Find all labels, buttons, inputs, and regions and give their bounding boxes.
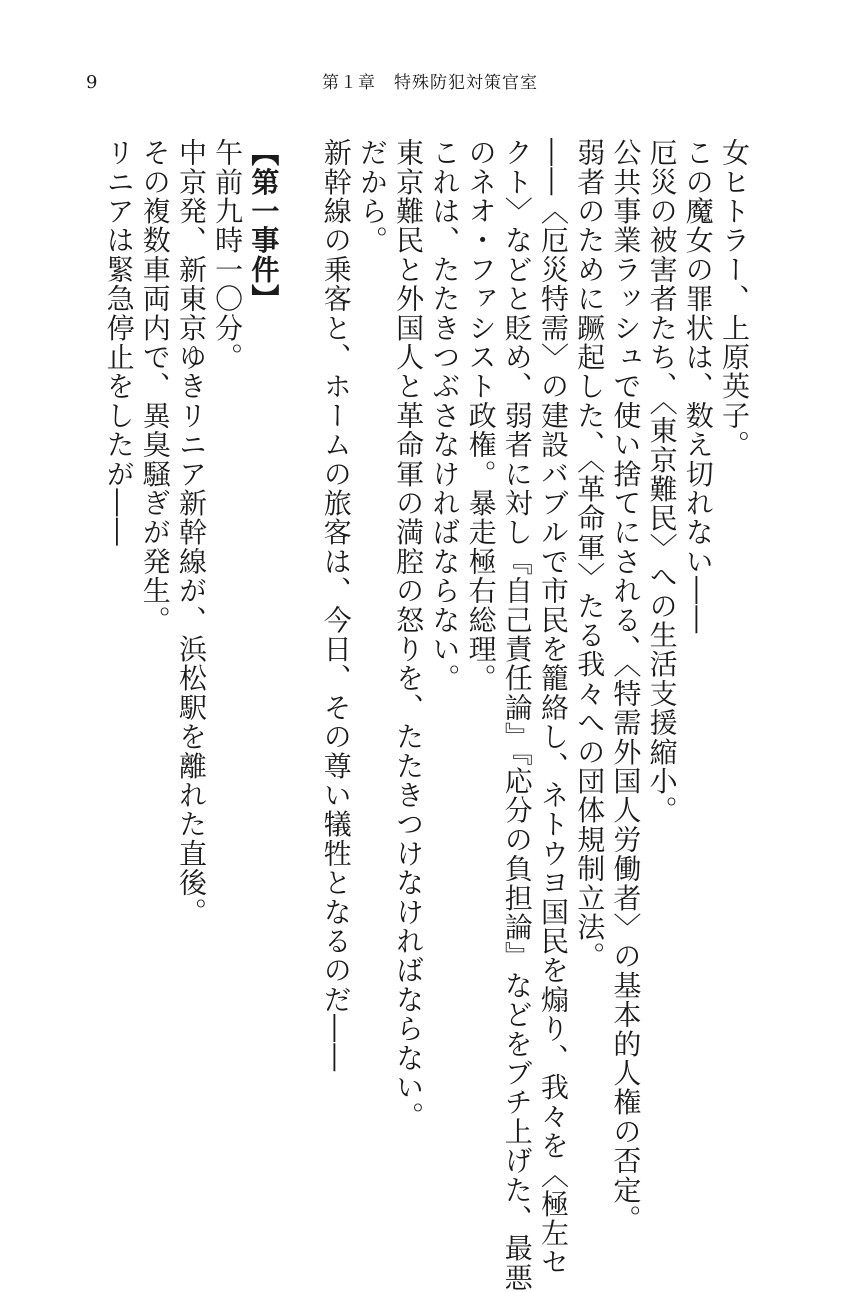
text-line: この魔女の罪状は、数え切れない―― — [681, 138, 715, 635]
text-line: これは、たたきつぶさなければならない。 — [428, 138, 462, 693]
text-line: ――〈厄災特需〉の建設バブルで市民を籠絡し、ネトウヨ国民を煽り、我々を〈極左セ — [536, 138, 570, 1277]
text-line: 午前九時一〇分。 — [211, 138, 245, 372]
text-line: リニアは緊急停止をしたが―― — [102, 138, 136, 547]
text-line: その複数車両内で、異臭騒ぎが発生。 — [138, 138, 172, 635]
text-line: 公共事業ラッシュで使い捨てにされる、〈特需外国人労働者〉の基本的人権の否定。 — [609, 138, 643, 1234]
text-line: 新幹線の乗客と、ホームの旅客は、今日、その尊い犠牲となるのだ―― — [319, 138, 353, 1073]
text-line: クト〉などと貶め、弱者に対し『自己責任論』『応分の負担論』などをブチ上げた、最悪 — [500, 138, 534, 1292]
page-number: 9 — [86, 72, 98, 93]
text-line: 厄災の被害者たち、〈東京難民〉への生活支援縮小。 — [645, 138, 679, 825]
blank-line — [281, 138, 317, 1138]
body-text — [96, 138, 752, 1292]
text-line: 弱者のために蹶起した、〈革命軍〉たる我々への団体規制立法。 — [573, 138, 607, 971]
running-header: 第１章 特殊防犯対策官室 — [322, 73, 538, 93]
text-line: 女ヒトラー、上原英子。 — [718, 138, 751, 460]
text-line: 中京発、新東京ゆきリニア新幹線が、浜松駅を離れた直後。 — [174, 138, 208, 927]
section-heading: 【第一事件】 — [247, 138, 281, 314]
text-line: のネオ・ファシスト政権。暴走極右総理。 — [464, 138, 498, 693]
text-line: だから。 — [355, 138, 389, 255]
text-line: 東京難民と外国人と革命軍の満腔の怒りを、たたきつけなければならない。 — [392, 138, 426, 1131]
